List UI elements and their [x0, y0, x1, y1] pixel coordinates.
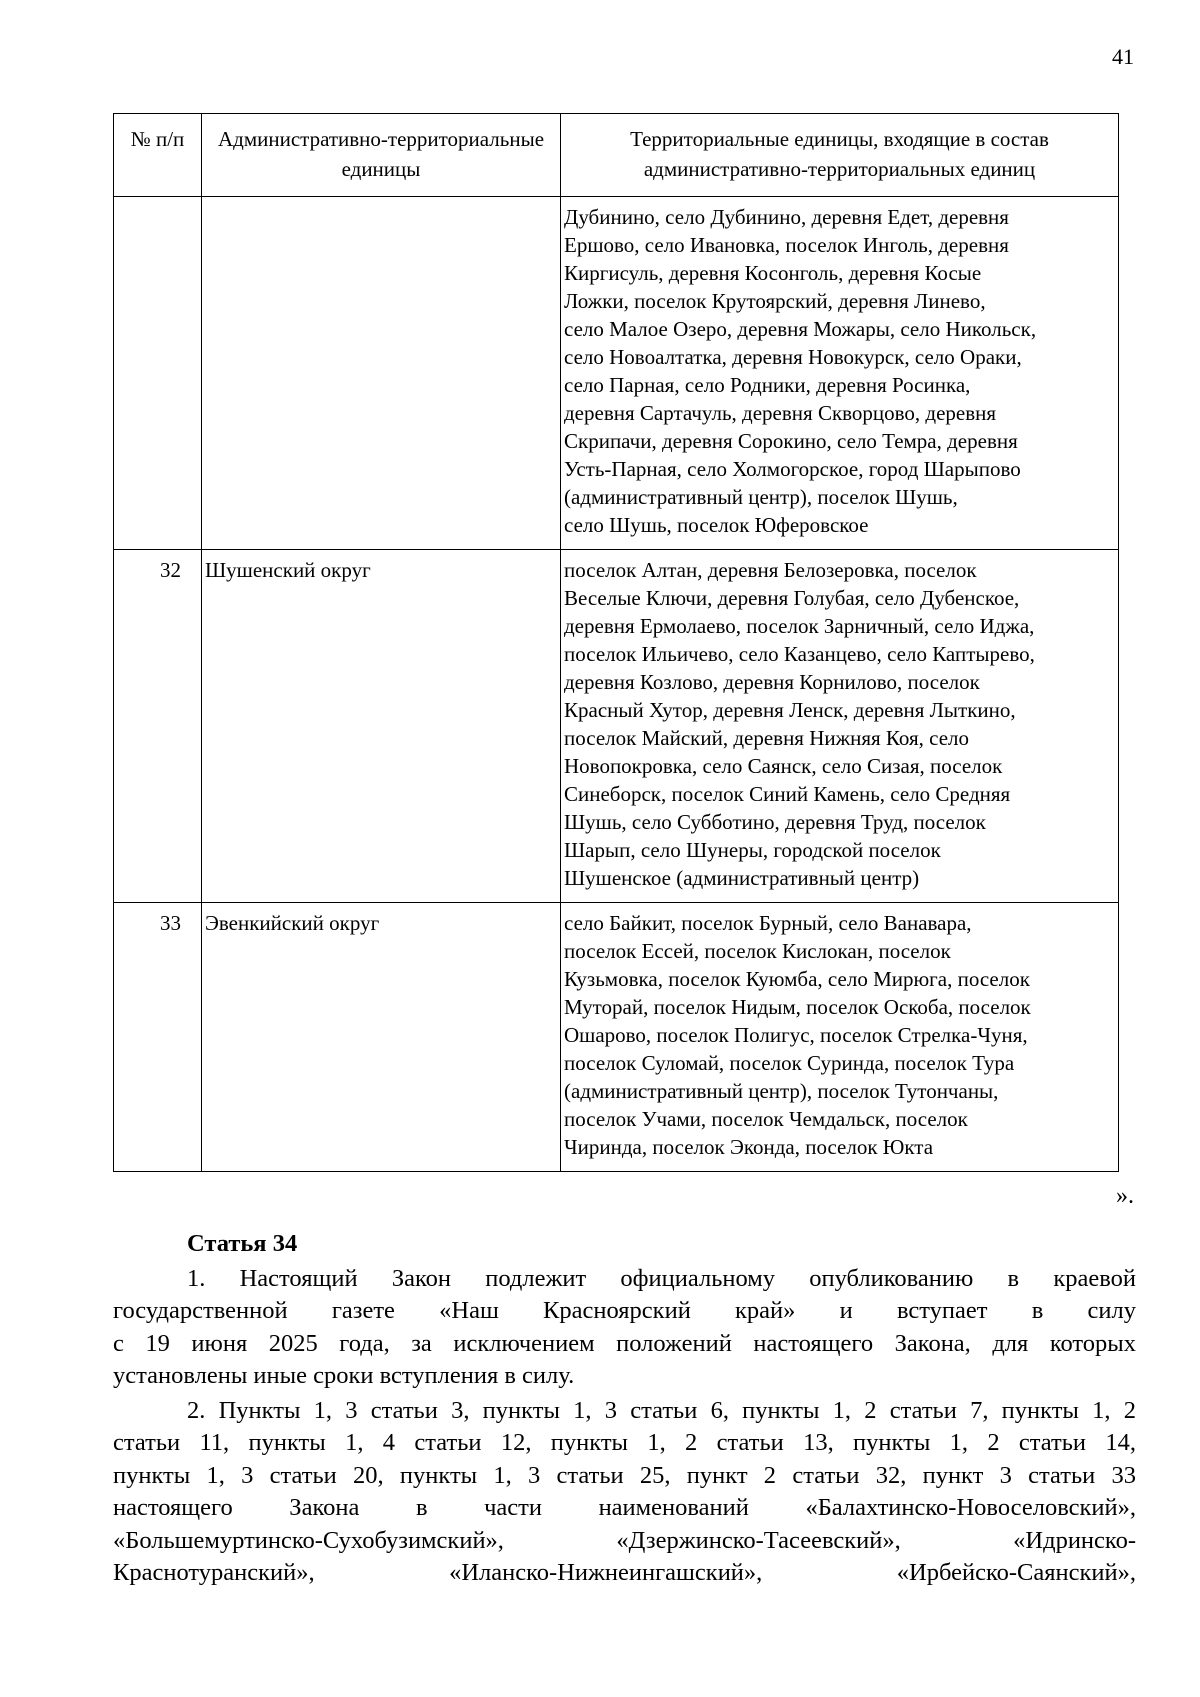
row-number: 33 — [114, 903, 202, 1172]
paragraph-line: установлены иные сроки вступления в силу. — [113, 1362, 575, 1389]
table-row — [114, 550, 1119, 903]
table-row — [114, 903, 1119, 1172]
territorial-line: Шушенское (административный центр) — [564, 866, 920, 890]
paragraph-line: «Большемуртинско-Сухобузимский», «Дзержинско-Тасеевский», «Идринско- — [113, 1526, 1136, 1554]
header-territorial-units: Территориальные единицы, входящие в состав административно-территориальных единиц — [561, 114, 1119, 197]
territorial-line: Веселые Ключи, деревня Голубая, село Дубенское, — [564, 586, 1020, 610]
article-title: Статья 34 — [187, 1230, 298, 1257]
table-row — [114, 197, 1119, 550]
article-paragraph-2 — [113, 1395, 1136, 1590]
territorial-line: село Новоалтатка, деревня Новокурск, село Ораки, — [564, 345, 1022, 369]
territorial-line: деревня Сартачуль, деревня Скворцово, деревня — [564, 401, 997, 425]
paragraph-line: настоящего Закона в части наименований «Балахтинско-Новоселовский», — [113, 1494, 1136, 1521]
territorial-line: Усть-Парная, село Холмогорское, город Шарыпово — [564, 457, 1021, 481]
paragraph-line: государственной газете «Наш Красноярский край» и вступает в силу — [113, 1297, 1136, 1324]
territorial-line: Шарып, село Шунеры, городской поселок — [564, 838, 941, 862]
paragraph-line: пункты 1, 3 статьи 20, пункты 1, 3 статьи 25, пункт 2 статьи 32, пункт 3 статьи 33 — [113, 1461, 1136, 1489]
territorial-line: поселок Майский, деревня Нижняя Коя, село — [564, 726, 970, 750]
paragraph-line: Краснотуранский», «Иланско-Нижнеингашский», «Ирбейско-Саянский», — [113, 1559, 1136, 1586]
row-territorial-units — [561, 903, 1119, 1172]
territorial-line: поселок Учами, поселок Чемдальск, поселок — [564, 1107, 968, 1131]
row-admin-unit — [202, 197, 561, 550]
territorial-line: Синеборск, поселок Синий Камень, село Средняя — [564, 782, 1011, 806]
territorial-line: поселок Суломай, поселок Суринда, поселок Тура — [564, 1051, 1015, 1075]
territorial-line: село Малое Озеро, деревня Можары, село Никольск, — [564, 317, 1037, 341]
territorial-line: деревня Ермолаево, поселок Зарничный, село Иджа, — [564, 614, 1035, 638]
territorial-line: село Парная, село Родники, деревня Росинка, — [564, 373, 971, 397]
territorial-line: Дубинино, село Дубинино, деревня Едет, деревня — [564, 205, 1009, 229]
row-admin-unit: Эвенкийский округ — [202, 903, 561, 1172]
page-number: 41 — [1112, 44, 1134, 69]
territorial-units-table — [113, 113, 1119, 1172]
row-number: 32 — [114, 550, 202, 903]
territorial-line: Муторай, поселок Нидым, поселок Оскоба, поселок — [564, 995, 1031, 1019]
article-paragraph-1 — [113, 1263, 1136, 1393]
paragraph-line: с 19 июня 2025 года, за исключением положений настоящего Закона, для которых — [113, 1329, 1136, 1357]
closing-quote: ». — [1116, 1183, 1134, 1209]
territorial-line: Новопокровка, село Саянск, село Сизая, поселок — [564, 754, 1003, 778]
paragraph-line: 1. Настоящий Закон подлежит официальному опубликованию в краевой — [187, 1264, 1136, 1292]
row-admin-unit: Шушенский округ — [202, 550, 561, 903]
header-admin-units: Административно-территориальные единицы — [202, 114, 561, 197]
territorial-line: (административный центр), поселок Шушь, — [564, 485, 958, 509]
territorial-line: поселок Алтан, деревня Белозеровка, поселок — [564, 558, 977, 582]
row-territorial-units — [561, 197, 1119, 550]
territorial-line: Скрипачи, деревня Сорокино, село Темра, деревня — [564, 429, 1018, 453]
territorial-line: Кузьмовка, поселок Куюмба, село Мирюга, поселок — [564, 967, 1030, 991]
article-34 — [113, 1228, 1136, 1590]
territorial-line: село Шушь, поселок Юферовское — [564, 513, 869, 537]
territorial-line: село Байкит, поселок Бурный, село Ванавара, — [564, 911, 972, 935]
territorial-line: поселок Ильичево, село Казанцево, село Каптырево, — [564, 642, 1035, 666]
row-territorial-units — [561, 550, 1119, 903]
territorial-line: деревня Козлово, деревня Корнилово, поселок — [564, 670, 980, 694]
territorial-line: Ошарово, поселок Полигус, поселок Стрелка-Чуня, — [564, 1023, 1028, 1047]
header-number: № п/п — [114, 114, 202, 197]
territorial-line: Чиринда, поселок Эконда, поселок Юкта — [564, 1135, 934, 1159]
territorial-line: поселок Ессей, поселок Кислокан, поселок — [564, 939, 951, 963]
row-number — [114, 197, 202, 550]
paragraph-line: статьи 11, пункты 1, 4 статьи 12, пункты 1, 2 статьи 13, пункты 1, 2 статьи 14, — [113, 1429, 1136, 1456]
territorial-line: (административный центр), поселок Тутончаны, — [564, 1079, 999, 1103]
table-header-row — [114, 114, 1119, 197]
territorial-line: Ершово, село Ивановка, поселок Инголь, деревня — [564, 233, 1009, 257]
paragraph-line: 2. Пункты 1, 3 статьи 3, пункты 1, 3 статьи 6, пункты 1, 2 статьи 7, пункты 1, 2 — [187, 1396, 1136, 1424]
territorial-line: Киргисуль, деревня Косонголь, деревня Косые — [564, 261, 982, 285]
territorial-line: Шушь, село Субботино, деревня Труд, поселок — [564, 810, 986, 834]
territorial-line: Красный Хутор, деревня Ленск, деревня Лыткино, — [564, 698, 1016, 722]
territorial-line: Ложки, поселок Крутоярский, деревня Линево, — [564, 289, 986, 313]
